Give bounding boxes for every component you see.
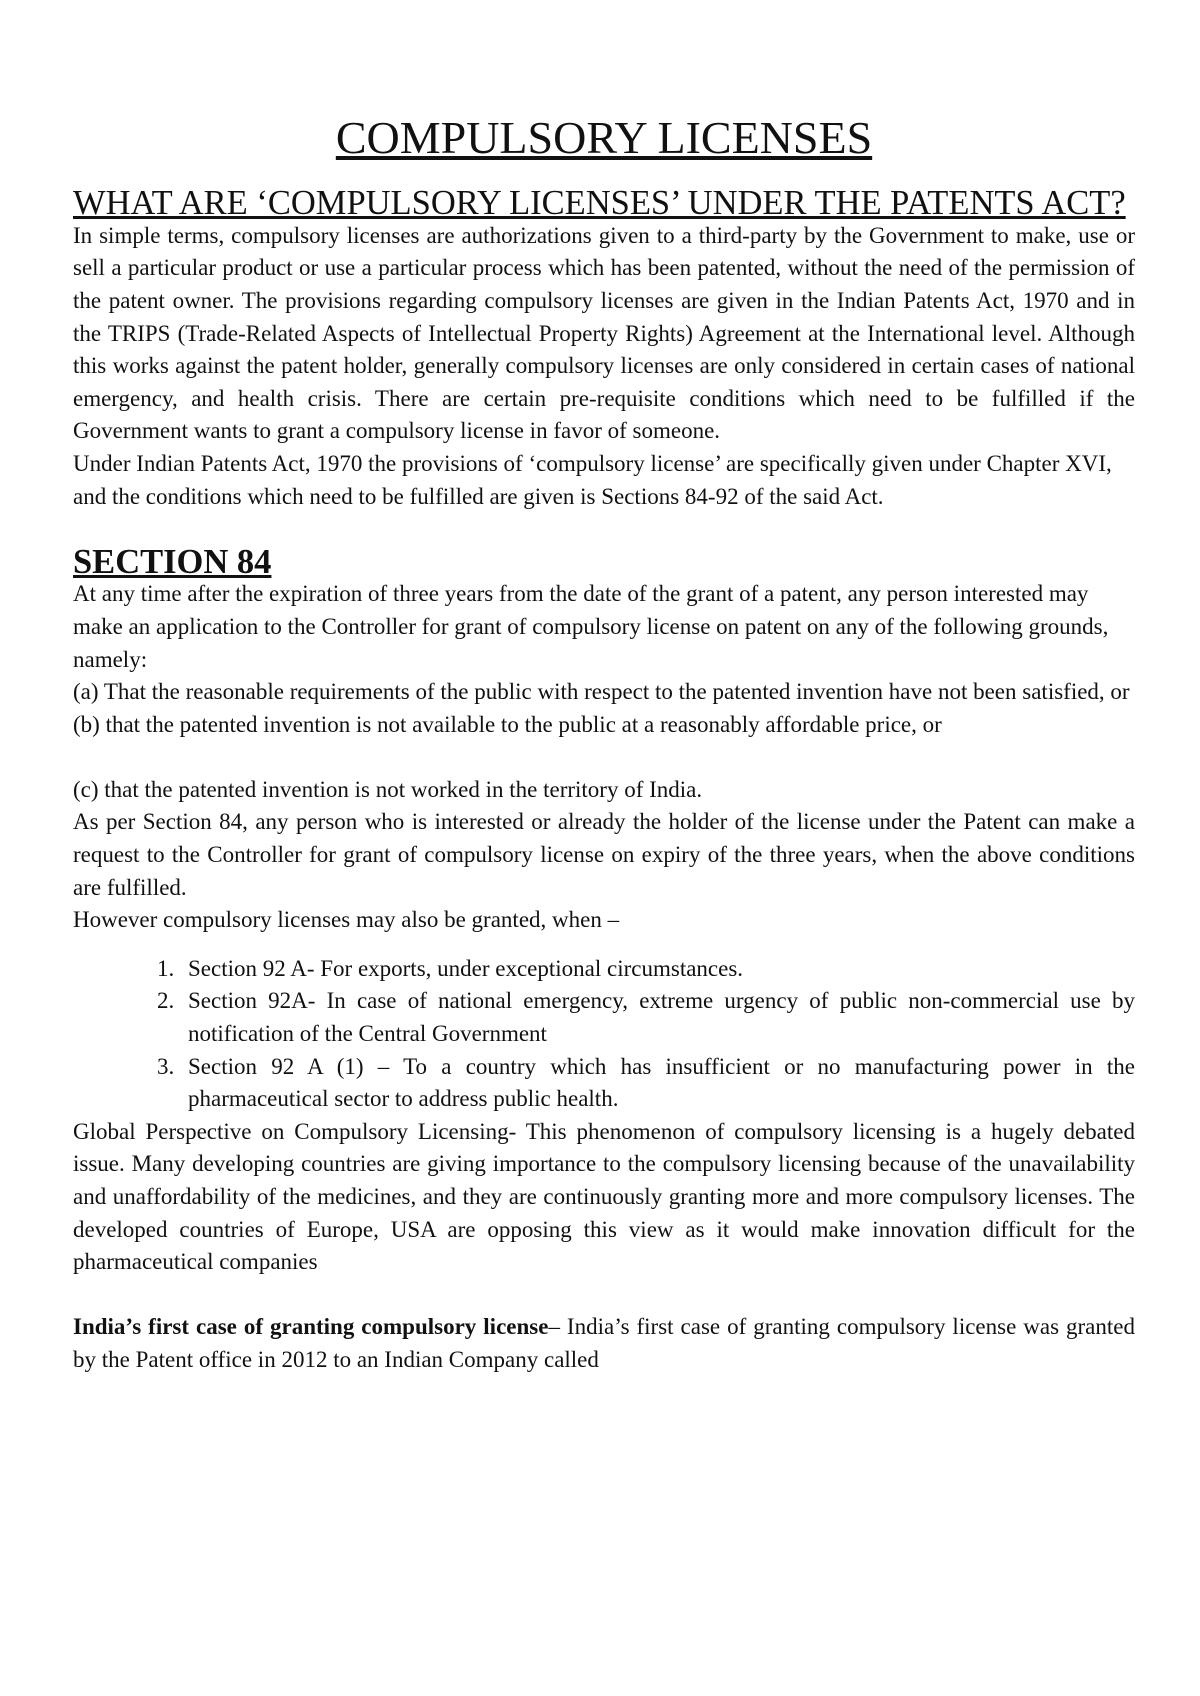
- document-page: [73, 112, 1135, 1377]
- intro-paragraph: In simple terms, compulsory licenses are authorizations given to a third-party by the Government to make, use or sell a particular product or use a particular process which has been patented, without the need of the permission of the patent owner. The provisions regarding compulsory licenses are given in the Indian Patents Act, 1970 and in the TRIPS (Trade-Related Aspects of Intellectual Property Rights) Agreement at the International level. Although this works against the patent holder, generally compulsory licenses are only considered in certain cases of national emergency, and health crisis. There are certain pre-requisite conditions which need to be fulfilled if the Government wants to grant a compulsory license in favor of someone.: [73, 222, 1135, 444]
- section-84-paragraph: At any time after the expiration of three years from the date of the grant of a patent, any person interested may make an application to the Controller for grant of compulsory license on patent on any of the following grounds, namely:: [73, 581, 1109, 672]
- grant-conditions-list: [73, 953, 1135, 1116]
- spacer: [73, 937, 1135, 953]
- section-84-explanation: As per Section 84, any person who is interested or already the holder of the license under the Patent can make a request to the Controller for grant of compulsory license on expiry of the three years, when the above conditions are fulfilled.: [73, 809, 1135, 900]
- ground-a: (a) That the reasonable requirements of the public with respect to the patented invention have not been satisfied, or: [73, 679, 1130, 705]
- list-item: 3. Section 92 A (1) – To a country which has insufficient or no manufacturing power in the pharmaceutical sector to address public health.: [180, 1051, 1135, 1116]
- ground-b: (b) that the patented invention is not available to the public at a reasonably affordable price, or: [73, 711, 942, 737]
- first-case-lead: India’s first case of granting compulsory license: [73, 1314, 549, 1340]
- spacer: [73, 1279, 1135, 1312]
- spacer: [73, 741, 1135, 774]
- document-title: COMPULSORY LICENSES: [335, 112, 873, 163]
- section-84-heading: SECTION 84: [73, 542, 272, 581]
- first-case-paragraph: [73, 1311, 1135, 1376]
- ground-c: (c) that the patented invention is not worked in the territory of India.: [73, 776, 703, 802]
- first-case-text: – India’s first case of granting compulsory license was granted by the Patent office in 2012 to an Indian Company called: [73, 1314, 1135, 1372]
- also-granted-intro: However compulsory licenses may also be granted, when –: [73, 907, 620, 933]
- list-item: 2. Section 92A- In case of national emergency, extreme urgency of public non-commercial use by notification of the Central Government: [180, 985, 1135, 1050]
- intro-chapter-paragraph: Under Indian Patents Act, 1970 the provisions of ‘compulsory license’ are specifically given under Chapter XVI, and the conditions which need to be fulfilled are given is Sections 84-92 of the said Act.: [73, 450, 1112, 509]
- spacer: [73, 513, 1135, 546]
- global-perspective-paragraph: Global Perspective on Compulsory Licensing- This phenomenon of compulsory licensing is a hugely debated issue. Many developing countries are giving importance to the compulsory licensing because of the unavailability and unaffordability of the medicines, and they are continuously granting more and more compulsory licenses. The developed countries of Europe, USA are opposing this view as it would make innovation difficult for the pharmaceutical companies: [73, 1118, 1135, 1275]
- intro-heading: WHAT ARE ‘COMPULSORY LICENSES’ UNDER THE PATENTS ACT?: [73, 184, 1126, 223]
- list-item: 1. Section 92 A- For exports, under exceptional circumstances.: [180, 953, 1135, 986]
